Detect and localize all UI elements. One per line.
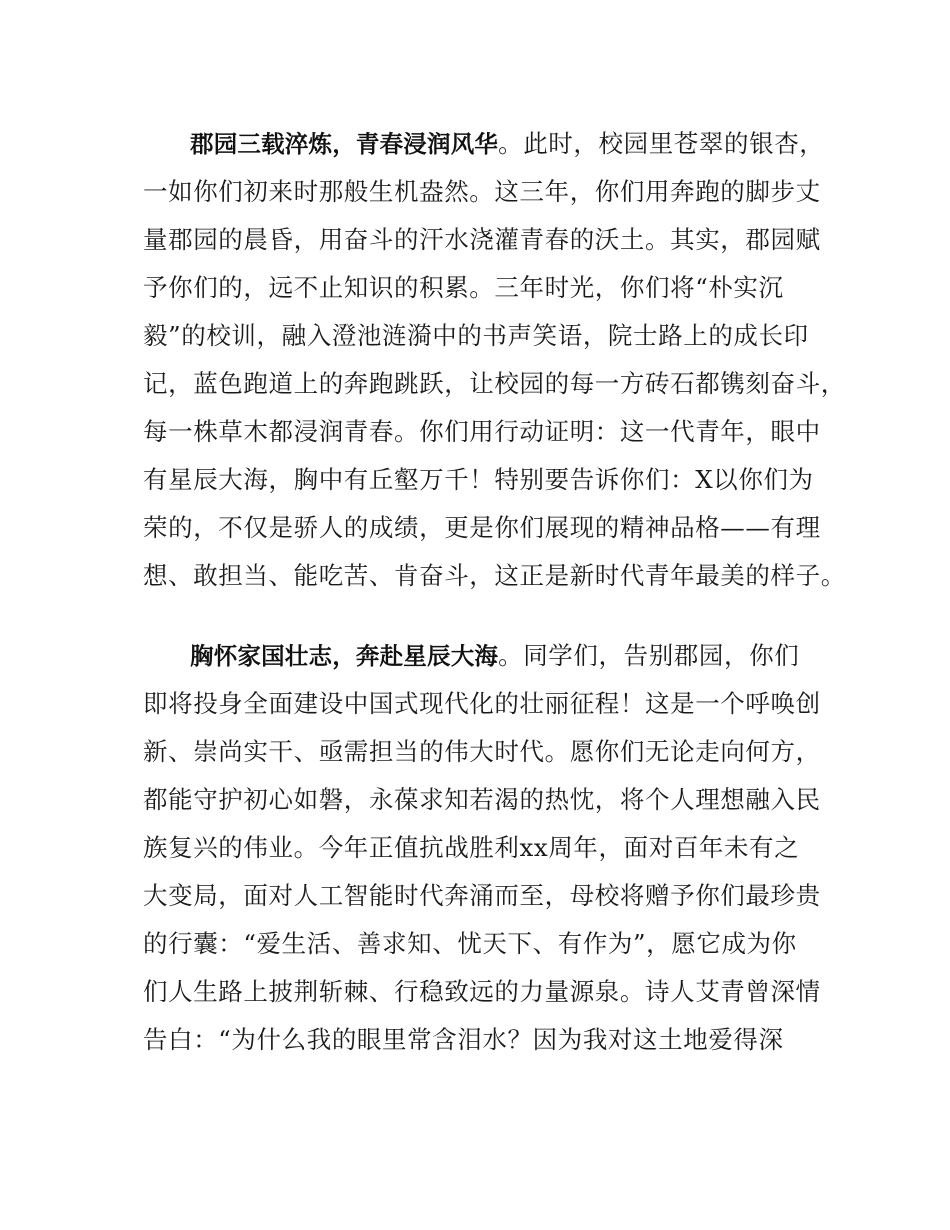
paragraph-1-line-3: 量郡园的晨昏，用奋斗的汗水浇灌青春的沃土。其实，郡园赋: [143, 225, 821, 254]
paragraph-1-line-8: 有星辰大海，胸中有丘壑万千！特别要告诉你们：X以你们为: [143, 465, 814, 494]
paragraph-2-heading: 胸怀家国壮志，奔赴星辰大海: [190, 642, 499, 670]
paragraph-2-line-6: 大变局，面对人工智能时代奔涌而至，母校将赠予你们最珍贵: [143, 881, 821, 910]
paragraph-2-line-5: 族复兴的伟业。今年正值抗战胜利xx周年，面对百年未有之: [143, 833, 800, 862]
paragraph-2-line-9: 告白：“为什么我的眼里常含泪水？因为我对这土地爱得深: [143, 1025, 784, 1054]
paragraph-1-line-10: 想、敢担当、能吃苦、肯奋斗，这正是新时代青年最美的样子。: [143, 561, 846, 590]
paragraph-1-line-7: 每一株草木都浸润青春。你们用行动证明：这一代青年，眼中: [143, 417, 821, 446]
paragraph-1-heading: 郡园三载淬炼，青春浸润风华: [190, 130, 499, 158]
paragraph-2-line-3: 新、崇尚实干、亟需担当的伟大时代。愿你们无论走向何方，: [143, 737, 821, 766]
paragraph-1-line-1: [190, 124, 890, 164]
paragraph-1-line-4: 予你们的，远不止知识的积累。三年时光，你们将“朴实沉: [143, 273, 784, 302]
paragraph-2-line-1-text: 。同学们，告别郡园，你们: [498, 641, 800, 670]
paragraph-2-line-4: 都能守护初心如磐，永葆求知若渴的热忱，将个人理想融入民: [143, 785, 821, 814]
paragraph-2-line-7: 的行囊：“爱生活、善求知、忧天下、有作为”，愿它成为你: [143, 929, 797, 958]
paragraph-1-line-5: 毅”的校训，融入澄池涟漪中的书声笑语，院士路上的成长印: [143, 321, 809, 350]
paragraph-2-line-8: 们人生路上披荆斩棘、行稳致远的力量源泉。诗人艾青曾深情: [143, 977, 821, 1006]
paragraph-1-line-9: 荣的，不仅是骄人的成绩，更是你们展现的精神品格——有理: [143, 513, 821, 542]
paragraph-1-line-6: 记，蓝色跑道上的奔跑跳跃，让校园的每一方砖石都镌刻奋斗，: [143, 369, 846, 398]
paragraph-1-line-2: 一如你们初来时那般生机盎然。这三年，你们用奔跑的脚步丈: [143, 177, 821, 206]
paragraph-2-line-1: [190, 636, 890, 676]
paragraph-1-line-1-text: 。此时，校园里苍翠的银杏，: [498, 129, 825, 158]
paragraph-2-line-2: 即将投身全面建设中国式现代化的壮丽征程！这是一个呼唤创: [143, 689, 821, 718]
